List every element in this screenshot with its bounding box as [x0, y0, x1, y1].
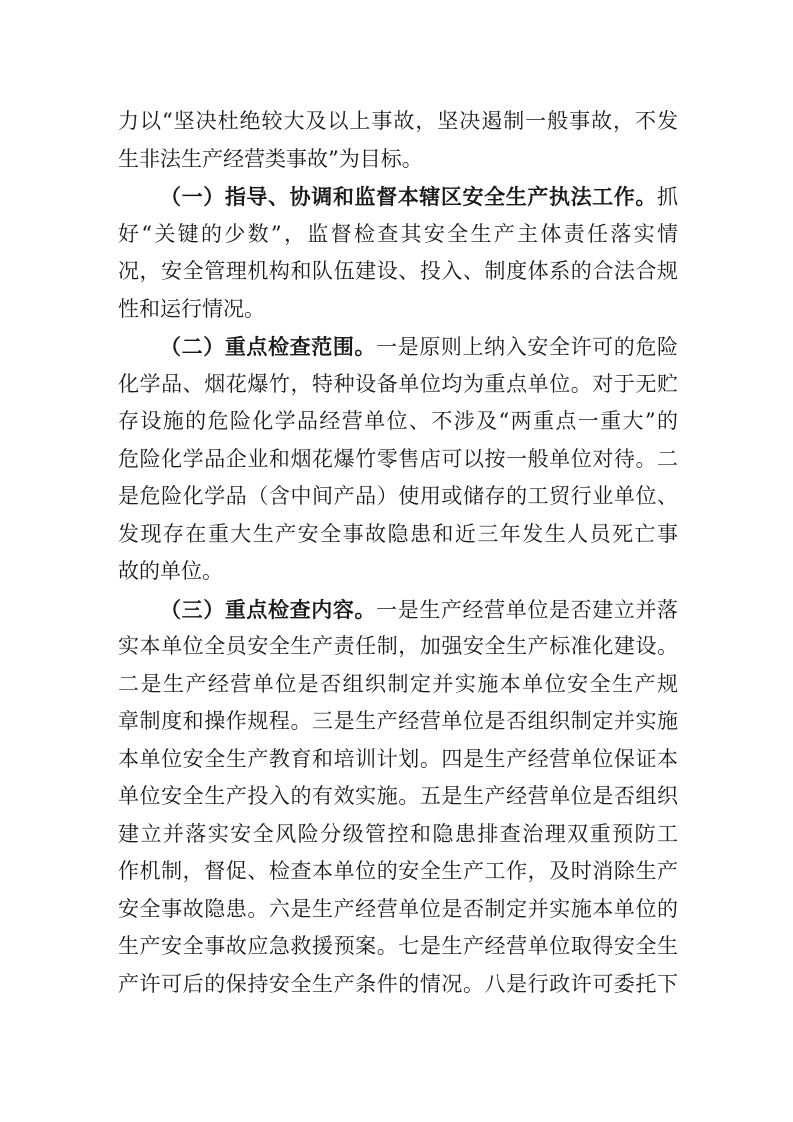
- line-text: 安全事故隐患。六是生产经营单位是否制定并实施本单位的: [118, 896, 678, 921]
- text-line: [118, 553, 678, 591]
- line-text: 章制度和操作规程。三是生产经营单位是否组织制定并实施: [118, 709, 678, 733]
- line-text: 一是原则上纳入安全许可的危险: [376, 335, 679, 359]
- line-text: 性和运行情况。: [118, 296, 265, 321]
- line-text: 危险化学品企业和烟花爆竹零售店可以按一般单位对待。二: [118, 446, 678, 471]
- line-text: 单位安全生产投入的有效实施。五是生产经营单位是否组织: [118, 784, 678, 808]
- document-page: [118, 103, 678, 1003]
- text-line: [118, 778, 678, 816]
- text-line: [118, 216, 678, 254]
- text-line: [118, 591, 678, 629]
- line-text: 化学品、烟花爆竹，特种设备单位均为重点单位。对于无贮: [118, 371, 678, 396]
- section-heading: （二）重点检查范围。: [160, 334, 377, 359]
- text-line: [118, 628, 678, 666]
- line-text: 发现存在重大生产安全事故隐患和近三年发生人员死亡事: [118, 521, 678, 546]
- line-text: 建立并落实安全风险分级管控和隐患排查治理双重预防工: [118, 821, 678, 846]
- line-text: 抓: [657, 185, 678, 209]
- text-line: [118, 141, 678, 179]
- text-line: [118, 966, 678, 1004]
- text-line: [118, 703, 678, 741]
- text-line: [118, 103, 678, 141]
- section-heading: （一）指导、协调和监督本辖区安全生产执法工作。: [160, 184, 657, 209]
- text-line: [118, 291, 678, 329]
- line-text: 好“关键的少数”，监督检查其安全生产主体责任落实情: [118, 221, 678, 246]
- text-line: [118, 366, 678, 404]
- line-text: 一是生产经营单位是否建立并落: [376, 597, 679, 622]
- line-text: 产许可后的保持安全生产条件的情况。八是行政许可委托下: [118, 971, 678, 996]
- line-text: 力以“坚决杜绝较大及以上事故，坚决遏制一般事故，不发: [118, 109, 678, 133]
- text-line: [118, 666, 678, 704]
- text-line: [118, 816, 678, 854]
- line-text: 本单位安全生产教育和培训计划。四是生产经营单位保证本: [118, 746, 678, 771]
- text-line: [118, 478, 678, 516]
- text-line: [118, 516, 678, 554]
- line-text: 二是生产经营单位是否组织制定并实施本单位安全生产规: [118, 671, 678, 696]
- line-text: 生产安全事故应急救援预案。七是生产经营单位取得安全生: [118, 934, 678, 958]
- line-text: 生非法生产经营类事故”为目标。: [118, 146, 423, 171]
- line-text: 况，安全管理机构和队伍建设、投入、制度体系的合法合规: [118, 259, 678, 283]
- text-line: [118, 891, 678, 929]
- line-text: 是危险化学品（含中间产品）使用或储存的工贸行业单位、: [118, 484, 678, 508]
- text-line: [118, 253, 678, 291]
- line-text: 实本单位全员安全生产责任制，加强安全生产标准化建设。: [118, 634, 678, 658]
- text-line: [118, 853, 678, 891]
- text-line: [118, 403, 678, 441]
- line-text: 存设施的危险化学品经营单位、不涉及“两重点一重大”的: [118, 409, 678, 433]
- line-text: 故的单位。: [118, 559, 223, 583]
- section-heading: （三）重点检查内容。: [160, 596, 377, 622]
- line-text: 作机制，督促、检查本单位的安全生产工作，及时消除生产: [118, 859, 678, 883]
- text-line: [118, 441, 678, 479]
- text-line: [118, 928, 678, 966]
- text-line: [118, 741, 678, 779]
- text-line: [118, 178, 678, 216]
- text-line: [118, 328, 678, 366]
